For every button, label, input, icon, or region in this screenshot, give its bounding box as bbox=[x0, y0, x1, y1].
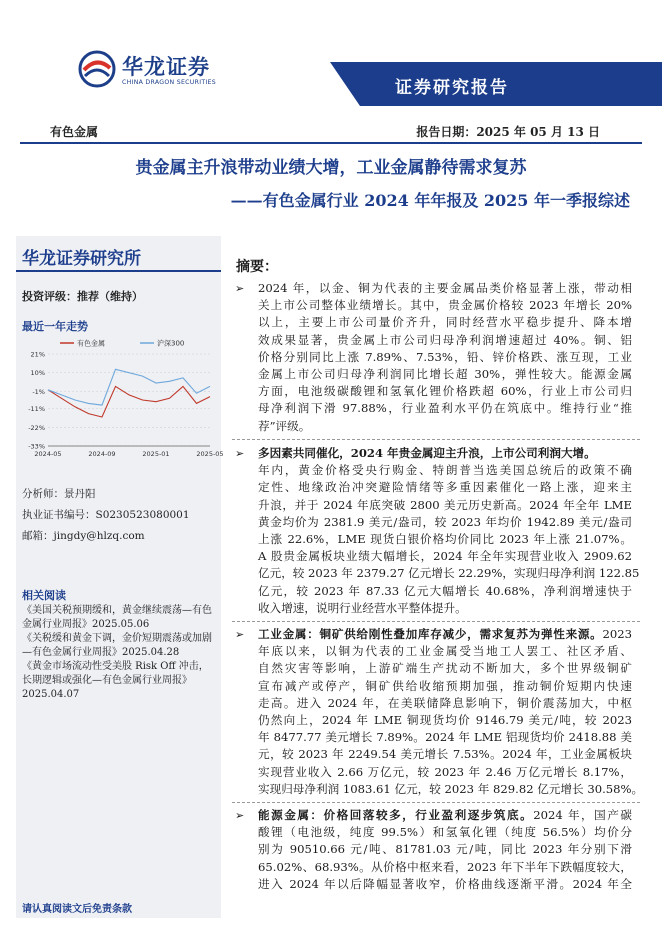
brand-name-cn: 华龙证券 bbox=[122, 55, 210, 79]
trend-title: 最近一年走势 bbox=[22, 320, 88, 333]
series-line bbox=[48, 386, 210, 417]
sector-label: 有色金属 bbox=[50, 125, 99, 139]
company-logo bbox=[78, 48, 228, 92]
related-item[interactable]: 《关税缓和黄金下调，金价短期震荡或加剧—有色金属行业周报》2025.04.28 bbox=[22, 633, 212, 658]
y-tick-label: 10% bbox=[30, 369, 45, 378]
text-line: 升浪，并于 2024 年底突破 2800 美元历史新高。2024 年全年 LME bbox=[258, 497, 632, 512]
text-line: 走高。进入 2024 年，在美联储降息影响下，铜价震荡加大，中枢 bbox=[258, 695, 632, 710]
legend-label: 有色金属 bbox=[77, 339, 105, 348]
text-line: 黄金均价为 2381.9 美元/盎司，较 2023 年均价 1942.89 美元/盎司 bbox=[258, 514, 632, 529]
text-line: 金属上市公司归母净利润同比增长超 30%，弹性较大。能源金属 bbox=[258, 366, 632, 381]
text-line bbox=[258, 807, 632, 824]
paragraph-lead: 多因素共同催化，2024 年贵金属迎主升浪，上市公司利润大增。 bbox=[258, 446, 596, 460]
text-line: 实现归母净利润 1083.61 亿元，较 2023 年 829.82 亿元增长 30.58%。 bbox=[258, 781, 644, 796]
text-line: 以上，主要上市公司量价齐升，同时经营水平稳步提升、降本增 bbox=[258, 315, 632, 330]
bullet-icon: ➢ bbox=[235, 809, 245, 822]
paragraph-lead: 能源金属：价格回落较多，行业盈利逐步筑底。 bbox=[258, 808, 534, 822]
legend-label: 沪深300 bbox=[157, 339, 185, 348]
text-line: 宣布减产或停产，铜矿供给收缩预期加强，推动铜价短期内快速 bbox=[258, 678, 632, 693]
text-line: 亿元，较 2023 年 2379.27 亿元增长 22.29%，实现归母净利润 122.85 bbox=[258, 566, 640, 581]
report-title: 贵金属主升浪带动业绩大增，工业金属静待需求复苏 bbox=[135, 158, 527, 178]
text-line: 年底以来，以铜为代表的工业金属受当地工人罢工、社区矛盾、 bbox=[258, 644, 632, 659]
text-line bbox=[258, 445, 632, 462]
bullet-icon: ➢ bbox=[235, 447, 245, 460]
text-line: 别为 90510.66 元/吨、81781.03 元/吨，同比 2023 年分别下滑 bbox=[258, 842, 632, 857]
related-item[interactable]: 《美国关税预期缓和，黄金继续震荡—有色金属行业周报》2025.05.06 bbox=[22, 605, 212, 630]
text-line: 上涨 22.6%，LME 现货白银价格均价同比 2023 年上涨 21.07%。 bbox=[258, 531, 632, 546]
bullet-icon: ➢ bbox=[235, 282, 245, 295]
text-line: 收入增速，说明行业经营水平整体提升。 bbox=[258, 600, 467, 615]
trend-chart bbox=[20, 334, 224, 468]
text-line: 仍然向上，2024 年 LME 铜现货均价 9146.79 美元/吨，较 2023 bbox=[258, 712, 632, 727]
text-line: 荐”评级。 bbox=[258, 418, 311, 433]
text-line: 方面，电池级碳酸锂和氢氧化锂价格跌超 60%，行业上市公司归 bbox=[258, 384, 632, 399]
header-divider bbox=[20, 142, 642, 144]
abstract-paragraph-3 bbox=[258, 626, 644, 798]
text-line: 年内，黄金价格受央行购金、特朗普当选美国总统后的政策不确 bbox=[258, 463, 632, 478]
analyst-email[interactable]: 邮箱：jingdy@hlzq.com bbox=[22, 530, 145, 542]
analyst-license: 执业证书编号：S0230523080001 bbox=[22, 509, 190, 521]
text-line: 2024 年，以金、铜为代表的主要金属品类价格显著上涨，带动相 bbox=[258, 281, 632, 295]
institute-name: 华龙证券研究所 bbox=[22, 249, 141, 269]
banner-corner bbox=[330, 62, 360, 106]
y-tick-label: -1% bbox=[32, 387, 45, 396]
y-tick-label: -11% bbox=[28, 405, 45, 414]
lead-tail: 2023 bbox=[602, 627, 632, 641]
text-line: 年 8477.77 美元增长 7.89%。2024 年 LME 铝现货均价 2418.88 美 bbox=[258, 730, 632, 745]
investment-rating: 投资评级：推荐（维持） bbox=[22, 290, 143, 303]
text-line bbox=[258, 626, 632, 643]
analyst-name: 分析师：景丹阳 bbox=[22, 488, 96, 500]
text-line: 65.02%、68.93%。从价格中枢来看，2023 年下半年下跌幅度较大， bbox=[258, 859, 632, 874]
sidebar bbox=[16, 236, 224, 918]
disclaimer-note: 请认真阅读文后免责条款 bbox=[22, 904, 132, 915]
y-tick-label: 21% bbox=[30, 350, 45, 359]
text-line: 关上市公司整体业绩增长。其中，贵金属价格较 2023 年增长 20% bbox=[258, 298, 632, 313]
abstract-paragraph-2 bbox=[258, 445, 640, 617]
report-date: 报告日期：2025 年 05 月 13 日 bbox=[416, 125, 600, 139]
section-divider bbox=[232, 439, 640, 440]
brand-name-en: CHINA DRAGON SECURITIES bbox=[122, 79, 216, 86]
text-line: 实现营业收入 2.66 万亿元，较 2023 年 2.46 万亿元增长 8.17%， bbox=[258, 764, 632, 779]
section-divider bbox=[232, 621, 640, 622]
text-line: 价格分别同比上涨 7.89%、7.53%，铅、锌价格跌、涨互现，工业 bbox=[258, 349, 632, 364]
section-divider bbox=[232, 802, 640, 803]
x-tick-label: 2024-09 bbox=[88, 450, 116, 458]
text-line: 元，较 2023 年 2249.54 美元增长 7.53%。2024 年，工业金属板块 bbox=[258, 747, 632, 762]
text-line: 酸锂（电池级，纯度 99.5%）和氢氧化锂（纯度 56.5%）均价分 bbox=[258, 825, 632, 840]
related-reading-list bbox=[22, 604, 218, 702]
lead-tail: 2024 年，国产碳 bbox=[533, 808, 632, 822]
report-subtitle: ——有色金属行业 2024 年年报及 2025 年一季报综述 bbox=[230, 191, 630, 210]
paragraph-lead: 工业金属：铜矿供给刚性叠加库存减少，需求复苏为弹性来源。 bbox=[258, 627, 603, 641]
text-line: 定性、地缘政治冲突避险情绪等多重因素催化一路上涨，迎来主 bbox=[258, 480, 632, 495]
x-tick-label: 2024-05 bbox=[34, 450, 62, 458]
related-item[interactable]: 《黄金市场流动性受美股 Risk Off 冲击，长期逻辑或强化—有色金属行业周报》2025.04.07 bbox=[22, 661, 209, 700]
x-tick-label: 2025-05 bbox=[196, 450, 224, 458]
abstract-title: 摘要： bbox=[236, 259, 278, 275]
dragon-logo-icon bbox=[78, 50, 116, 88]
abstract-paragraph-1 bbox=[258, 280, 632, 435]
sidebar-divider bbox=[16, 270, 221, 272]
x-tick-label: 2025-01 bbox=[142, 450, 170, 458]
text-line: 母净利润下滑 97.88%，行业盈利水平仍在筑底中。维持行业“推 bbox=[258, 401, 632, 416]
text-line: A 股贵金属板块业绩大幅增长，2024 年全年实现营业收入 2909.62 bbox=[258, 549, 632, 564]
report-type-label: 证券研究报告 bbox=[395, 78, 509, 98]
text-line: 亿元，较 2023 年 87.33 亿元大幅增长 40.68%，净利润增速快于 bbox=[258, 583, 632, 598]
bullet-icon: ➢ bbox=[235, 628, 245, 641]
series-line bbox=[48, 369, 210, 405]
text-line: 进入 2024 年以后降幅显著收窄，价格曲线逐渐平滑。2024 年全 bbox=[258, 876, 632, 891]
abstract-paragraph-4 bbox=[258, 807, 632, 893]
y-tick-label: -22% bbox=[28, 423, 45, 432]
related-reading-title: 相关阅读 bbox=[22, 589, 66, 602]
text-line: 自然灾害等影响，上游矿端生产扰动不断加大，多个世界级铜矿 bbox=[258, 661, 632, 676]
y-tick-label: -33% bbox=[28, 442, 45, 451]
text-line: 效成果显著，贵金属上市公司归母净利润增速超过 40%。铜、铝 bbox=[258, 332, 632, 347]
